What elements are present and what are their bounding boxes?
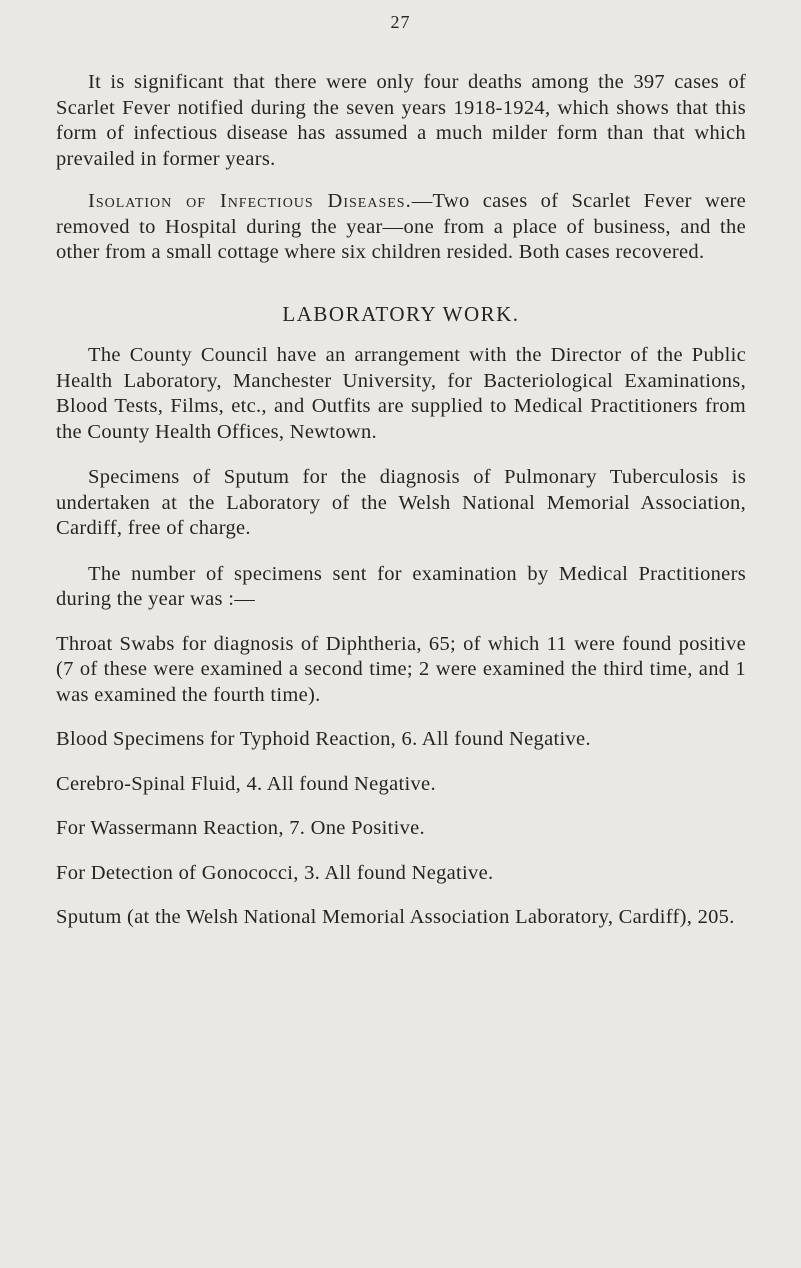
isolation-paragraph bbox=[56, 189, 746, 266]
specimen-item-wassermann: For Wassermann Reaction, 7. One Positive. bbox=[56, 817, 425, 839]
specimen-item-gonococci: For Detection of Gonococci, 3. All found Negative. bbox=[56, 861, 494, 884]
sputum-specimens-paragraph: Specimens of Sputum for the diagnosis of Pulmonary Tuberculosis is undertaken at the Laboratory of the Welsh National Memorial Association, Cardiff, free of charge. bbox=[56, 466, 746, 539]
page-number: 27 bbox=[390, 12, 411, 32]
specimen-count-paragraph: The number of specimens sent for examination by Medical Practitioners during the year was :— bbox=[56, 562, 746, 610]
specimen-item-cerebro-spinal: Cerebro-Spinal Fluid, 4. All found Negative. bbox=[56, 772, 436, 795]
isolation-body: —Two cases of Scarlet Fever were removed to Hospital during the year—one from a place of business, and the other from a small cottage where six children resided. Both cases recovered. bbox=[56, 190, 746, 263]
specimen-item-throat-swabs: Throat Swabs for diagnosis of Diphtheria, 65; of which 11 were found positive (7 of these were examined a second time; 2 were examined the third time, and 1 was examined the fourth time). bbox=[56, 632, 746, 706]
page-body bbox=[56, 70, 746, 931]
specimen-item-blood: Blood Specimens for Typhoid Reaction, 6. All found Negative. bbox=[56, 728, 591, 750]
laboratory-arrangement-paragraph: The County Council have an arrangement with the Director of the Public Health Laboratory, Manchester University, for Bacteriological Examinations, Blood Tests, Films, etc., and Outfits are supplied to Medical Practitioners from the County Health Offices, Newtown. bbox=[56, 344, 746, 443]
isolation-heading: Isolation of Infectious Diseases. bbox=[88, 190, 412, 212]
specimen-item-sputum: Sputum (at the Welsh National Memorial Association Laboratory, Cardiff), 205. bbox=[56, 906, 735, 928]
laboratory-work-heading: LABORATORY WORK. bbox=[282, 301, 520, 326]
scarlet-fever-paragraph: It is significant that there were only four deaths among the 397 cases of Scarlet Fever notified during the seven years 1918-1924, which shows that this form of infectious disease has assumed a much milder form than that which prevailed in former years. bbox=[56, 71, 746, 170]
